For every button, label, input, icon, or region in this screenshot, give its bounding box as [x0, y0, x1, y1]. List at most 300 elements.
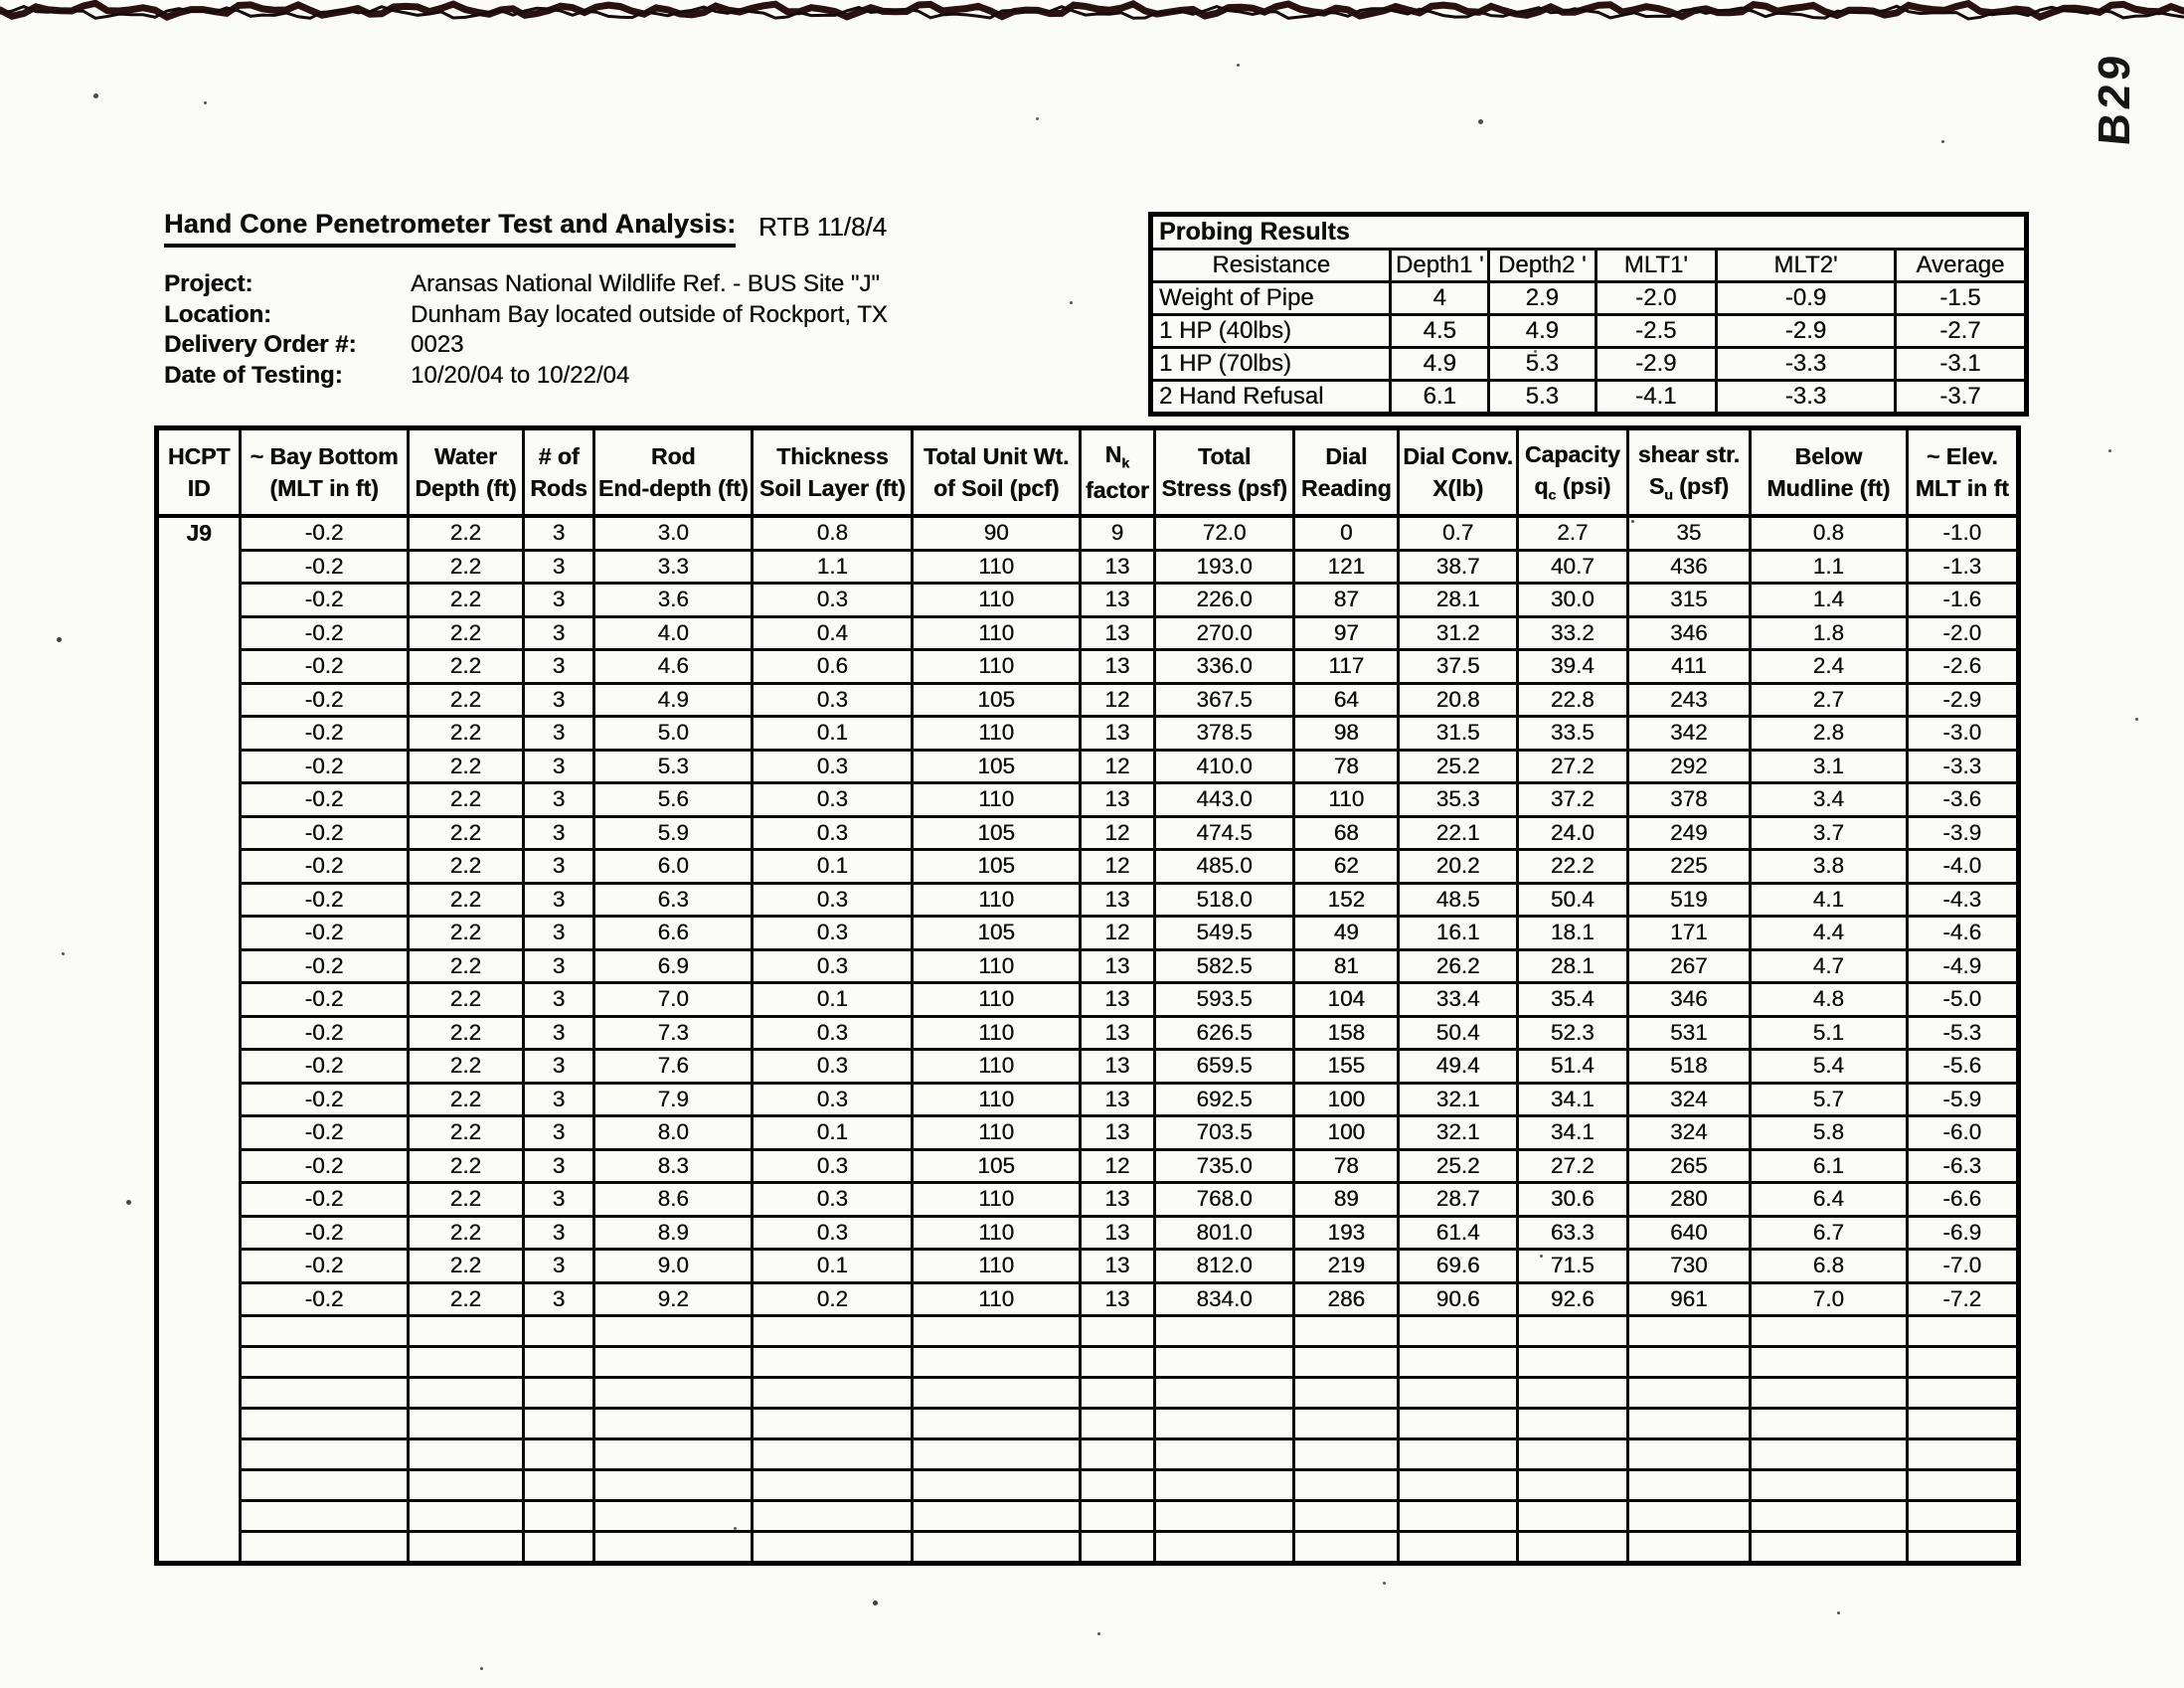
cell: 4.1: [1751, 883, 1907, 917]
document-title: Hand Cone Penetrometer Test and Analysis:: [164, 209, 736, 248]
cell: 3.4: [1751, 783, 1907, 817]
cell: 155: [1294, 1050, 1399, 1084]
cell: 110: [913, 616, 1081, 650]
cell: 110: [913, 1116, 1081, 1150]
cell: 13: [1080, 650, 1154, 684]
empty-cell: [594, 1470, 753, 1501]
cell: 2.2: [408, 1016, 523, 1050]
cell: 801.0: [1154, 1216, 1293, 1250]
cell: 2.7: [1518, 516, 1628, 550]
empty-cell: [1399, 1409, 1518, 1439]
cell: 2.2: [408, 584, 523, 617]
empty-table-row: [157, 1439, 2019, 1470]
probing-value-cell: 4.9: [1391, 348, 1489, 381]
cell: 3: [523, 1050, 593, 1084]
cell: 13: [1080, 949, 1154, 983]
cell: 2.2: [408, 1250, 523, 1283]
empty-cell: [1294, 1439, 1399, 1470]
cell: 9: [1080, 516, 1154, 550]
cell: -2.9: [1907, 683, 2018, 717]
cell: 2.2: [408, 1050, 523, 1084]
table-row: [157, 550, 2019, 584]
cell: 104: [1294, 983, 1399, 1017]
cell: 33.2: [1518, 616, 1628, 650]
cell: 78: [1294, 750, 1399, 783]
empty-cell: [1518, 1378, 1628, 1409]
empty-cell: [523, 1470, 593, 1501]
empty-cell: [1399, 1470, 1518, 1501]
cell: 3.8: [1751, 850, 1907, 884]
cell: 3: [523, 1216, 593, 1250]
cell: 7.0: [594, 983, 753, 1017]
cell: 0.3: [753, 1183, 913, 1217]
cell: 28.1: [1399, 584, 1518, 617]
cell: -0.2: [241, 1016, 409, 1050]
probing-value-cell: -2.9: [1596, 348, 1717, 381]
cell: 37.5: [1399, 650, 1518, 684]
empty-cell: [408, 1409, 523, 1439]
cell: 27.2: [1518, 750, 1628, 783]
info-label: Delivery Order #:: [164, 331, 357, 359]
cell: 7.3: [594, 1016, 753, 1050]
table-row: [157, 683, 2019, 717]
table-row: [157, 1250, 2019, 1283]
cell: 346: [1627, 983, 1751, 1017]
main-column-header: [1399, 428, 1518, 517]
cell: 270.0: [1154, 616, 1293, 650]
cell: 8.9: [594, 1216, 753, 1250]
table-row: [157, 1282, 2019, 1316]
probing-column-header: MLT2': [1717, 250, 1896, 282]
cell: 6.1: [1751, 1149, 1907, 1183]
cell: 22.1: [1399, 816, 1518, 850]
cell: -6.0: [1907, 1116, 2018, 1150]
table-row: [157, 750, 2019, 783]
cell: 0.1: [753, 850, 913, 884]
cell: 0.3: [753, 683, 913, 717]
cell: -0.2: [241, 616, 409, 650]
cell: 8.3: [594, 1149, 753, 1183]
cell: 171: [1627, 917, 1751, 950]
empty-cell: [1399, 1501, 1518, 1532]
empty-cell: [1907, 1409, 2018, 1439]
cell: 110: [913, 1050, 1081, 1084]
empty-cell: [408, 1439, 523, 1470]
empty-cell: [1907, 1532, 2018, 1564]
cell: 4.8: [1751, 983, 1907, 1017]
empty-cell: [1080, 1532, 1154, 1564]
cell: 193.0: [1154, 550, 1293, 584]
empty-cell: [1294, 1347, 1399, 1378]
probing-value-cell: -2.0: [1596, 282, 1717, 315]
cell: -4.6: [1907, 917, 2018, 950]
info-value: 0023: [411, 331, 464, 359]
empty-cell: [1294, 1409, 1399, 1439]
cell: 286: [1294, 1282, 1399, 1316]
cell: 110: [913, 650, 1081, 684]
cell: 13: [1080, 616, 1154, 650]
cell: 485.0: [1154, 850, 1293, 884]
cell: 63.3: [1518, 1216, 1628, 1250]
cell: 2.2: [408, 750, 523, 783]
cell: 243: [1627, 683, 1751, 717]
cell: 0.3: [753, 1016, 913, 1050]
cell: 110: [913, 717, 1081, 751]
cell: 367.5: [1154, 683, 1293, 717]
cell: 20.2: [1399, 850, 1518, 884]
cell: -3.0: [1907, 717, 2018, 751]
cell: 735.0: [1154, 1149, 1293, 1183]
cell: -0.2: [241, 717, 409, 751]
empty-cell: [1154, 1378, 1293, 1409]
header-subscript: u: [1664, 487, 1673, 504]
cell: 3: [523, 750, 593, 783]
cell: -3.3: [1907, 750, 2018, 783]
cell: -0.2: [241, 949, 409, 983]
cell: 225: [1627, 850, 1751, 884]
cell: -4.0: [1907, 850, 2018, 884]
header-line-2: ID: [187, 475, 211, 501]
cell: 13: [1080, 883, 1154, 917]
header-line-1: Dial: [1325, 442, 1368, 469]
cell: 1.4: [1751, 584, 1907, 617]
cell: 69.6: [1399, 1250, 1518, 1283]
empty-cell: [594, 1501, 753, 1532]
probing-value-cell: -2.9: [1717, 315, 1896, 348]
header-line-2: Rods: [530, 475, 588, 501]
probing-value-cell: -2.5: [1596, 315, 1717, 348]
empty-cell: [594, 1316, 753, 1347]
cell: 8.0: [594, 1116, 753, 1150]
empty-cell: [753, 1439, 913, 1470]
cell: 0.3: [753, 1149, 913, 1183]
probing-value-cell: 2.9: [1489, 282, 1596, 315]
cell: 2.7: [1751, 683, 1907, 717]
empty-cell: [1294, 1501, 1399, 1532]
empty-cell: [1154, 1532, 1293, 1564]
empty-cell: [913, 1439, 1081, 1470]
cell: 410.0: [1154, 750, 1293, 783]
header-line-1: # of: [538, 442, 580, 469]
cell: 768.0: [1154, 1183, 1293, 1217]
probing-column-header: MLT1': [1596, 250, 1717, 282]
cell: 26.2: [1399, 949, 1518, 983]
cell: 40.7: [1518, 550, 1628, 584]
empty-cell: [1627, 1316, 1751, 1347]
cell: 110: [913, 1282, 1081, 1316]
info-row: [164, 301, 888, 332]
empty-table-row: [157, 1501, 2019, 1532]
cell: 68: [1294, 816, 1399, 850]
cell: 33.4: [1399, 983, 1518, 1017]
main-table-body: [157, 516, 2019, 1564]
probing-value-cell: 4.5: [1391, 315, 1489, 348]
cell: 2.2: [408, 917, 523, 950]
cell: -0.2: [241, 516, 409, 550]
cell: 2.2: [408, 816, 523, 850]
cell: -0.2: [241, 1216, 409, 1250]
cell: -0.2: [241, 983, 409, 1017]
cell: 25.2: [1399, 1149, 1518, 1183]
table-row: [157, 516, 2019, 550]
empty-cell: [523, 1409, 593, 1439]
cell: 105: [913, 1149, 1081, 1183]
probing-value-cell: 4: [1391, 282, 1489, 315]
cell: 37.2: [1518, 783, 1628, 817]
cell: -1.0: [1907, 516, 2018, 550]
cell: 110: [913, 949, 1081, 983]
cell: 2.2: [408, 1116, 523, 1150]
empty-cell: [1154, 1439, 1293, 1470]
cell: 3: [523, 917, 593, 950]
empty-cell: [1080, 1378, 1154, 1409]
cell: 105: [913, 683, 1081, 717]
cell: -2.6: [1907, 650, 2018, 684]
empty-cell: [913, 1409, 1081, 1439]
empty-cell: [1518, 1409, 1628, 1439]
cell: 0.3: [753, 750, 913, 783]
empty-cell: [913, 1532, 1081, 1564]
cell: 13: [1080, 717, 1154, 751]
cell: -5.3: [1907, 1016, 2018, 1050]
cell: 3: [523, 650, 593, 684]
cell: 219: [1294, 1250, 1399, 1283]
empty-cell: [1518, 1501, 1628, 1532]
empty-cell: [594, 1439, 753, 1470]
cell: 4.0: [594, 616, 753, 650]
empty-cell: [1907, 1470, 2018, 1501]
main-column-header: [1907, 428, 2018, 517]
cell: 24.0: [1518, 816, 1628, 850]
cell: -0.2: [241, 750, 409, 783]
cell: 6.7: [1751, 1216, 1907, 1250]
cell: 346: [1627, 616, 1751, 650]
header-line-1: HCPT: [167, 442, 231, 469]
probing-value-cell: 5.3: [1489, 381, 1596, 415]
cell: 518: [1627, 1050, 1751, 1084]
cell: 89: [1294, 1183, 1399, 1217]
cell: -6.3: [1907, 1149, 2018, 1183]
table-row: [157, 717, 2019, 751]
cell: 38.7: [1399, 550, 1518, 584]
cell: 193: [1294, 1216, 1399, 1250]
probing-value-cell: -2.7: [1895, 315, 2026, 348]
cell: 71.5: [1518, 1250, 1628, 1283]
probing-value-cell: -3.1: [1895, 348, 2026, 381]
cell: 280: [1627, 1183, 1751, 1217]
empty-cell: [1518, 1439, 1628, 1470]
cell: 0.8: [753, 516, 913, 550]
table-row: [157, 883, 2019, 917]
document-ref-number: RTB 11/8/4: [758, 212, 888, 242]
main-column-header: [1518, 428, 1628, 517]
cell: 78: [1294, 1149, 1399, 1183]
cell: 158: [1294, 1016, 1399, 1050]
cell: 117: [1294, 650, 1399, 684]
cell: 34.1: [1518, 1116, 1628, 1150]
cell: 3: [523, 616, 593, 650]
header-line-2: $S_u$ (psf): [1648, 472, 1730, 504]
empty-cell: [594, 1347, 753, 1378]
cell: -5.9: [1907, 1083, 2018, 1116]
handwritten-page-number-text: B29: [2089, 49, 2139, 148]
cell: 2.2: [408, 683, 523, 717]
table-row: [157, 1016, 2019, 1050]
cell: 3: [523, 1183, 593, 1217]
empty-table-row: [157, 1532, 2019, 1564]
cell: -0.2: [241, 1183, 409, 1217]
cell: 3: [523, 584, 593, 617]
header-line-2: Reading: [1300, 475, 1392, 501]
empty-cell: [1080, 1501, 1154, 1532]
header-line-1: Thickness: [776, 442, 889, 469]
header-line-1: Dial Conv.: [1403, 442, 1514, 469]
cell: 2.8: [1751, 717, 1907, 751]
cell: 659.5: [1154, 1050, 1293, 1084]
cell: 336.0: [1154, 650, 1293, 684]
empty-cell: [408, 1532, 523, 1564]
main-table-head: [157, 428, 2019, 517]
empty-cell: [1751, 1378, 1907, 1409]
empty-cell: [241, 1316, 409, 1347]
cell: 265: [1627, 1149, 1751, 1183]
probing-column-header: Depth1 ': [1391, 250, 1489, 282]
cell: 2.2: [408, 616, 523, 650]
probing-value-cell: -3.3: [1717, 348, 1896, 381]
cell: 0.4: [753, 616, 913, 650]
header-subscript: k: [1121, 455, 1130, 472]
empty-cell: [1627, 1347, 1751, 1378]
cell: 6.9: [594, 949, 753, 983]
cell: 0.3: [753, 949, 913, 983]
cell: 2.2: [408, 1149, 523, 1183]
cell: 100: [1294, 1116, 1399, 1150]
cell: 110: [913, 783, 1081, 817]
empty-cell: [1751, 1439, 1907, 1470]
cell: 6.3: [594, 883, 753, 917]
cell: 34.1: [1518, 1083, 1628, 1116]
empty-cell: [1399, 1378, 1518, 1409]
cell: 5.9: [594, 816, 753, 850]
cell: 13: [1080, 584, 1154, 617]
empty-cell: [1154, 1501, 1293, 1532]
cell: -5.0: [1907, 983, 2018, 1017]
cell: 474.5: [1154, 816, 1293, 850]
cell: 5.0: [594, 717, 753, 751]
probing-title-row: [1151, 215, 2027, 250]
cell: -0.2: [241, 1116, 409, 1150]
header-subscript: c: [1548, 487, 1557, 504]
cell: 50.4: [1399, 1016, 1518, 1050]
empty-cell: [1294, 1532, 1399, 1564]
cell: 33.5: [1518, 717, 1628, 751]
empty-table-row: [157, 1347, 2019, 1378]
table-row: [157, 917, 2019, 950]
empty-cell: [753, 1532, 913, 1564]
cell: 9.0: [594, 1250, 753, 1283]
cell: 593.5: [1154, 983, 1293, 1017]
cell: 110: [913, 1250, 1081, 1283]
cell: 2.2: [408, 650, 523, 684]
header-line-2: $q_c$ (psi): [1534, 472, 1611, 504]
header-line-2: factor: [1085, 477, 1149, 504]
cell: -4.3: [1907, 883, 2018, 917]
cell: 22.2: [1518, 850, 1628, 884]
empty-cell: [753, 1470, 913, 1501]
table-row: [157, 584, 2019, 617]
cell: 2.4: [1751, 650, 1907, 684]
empty-cell: [1294, 1470, 1399, 1501]
cell: 4.7: [1751, 949, 1907, 983]
cell: 3: [523, 1016, 593, 1050]
empty-cell: [241, 1378, 409, 1409]
cell: 0: [1294, 516, 1399, 550]
cell: 12: [1080, 1149, 1154, 1183]
cell: 730: [1627, 1250, 1751, 1283]
cell: 97: [1294, 616, 1399, 650]
cell: 342: [1627, 717, 1751, 751]
table-row: [157, 1050, 2019, 1084]
cell: 2.2: [408, 850, 523, 884]
info-row: [164, 331, 888, 362]
empty-cell: [1907, 1316, 2018, 1347]
cell: 31.5: [1399, 717, 1518, 751]
cell: 35.4: [1518, 983, 1628, 1017]
cell: 35: [1627, 516, 1751, 550]
cell: 6.6: [594, 917, 753, 950]
main-column-header: [157, 428, 241, 517]
probing-column-header: Resistance: [1151, 250, 1391, 282]
header-line-2: of Soil (pcf): [932, 475, 1060, 501]
cell: 5.7: [1751, 1083, 1907, 1116]
empty-cell: [1907, 1378, 2018, 1409]
cell: 12: [1080, 850, 1154, 884]
cell: 0.8: [1751, 516, 1907, 550]
cell: 378.5: [1154, 717, 1293, 751]
cell: 16.1: [1399, 917, 1518, 950]
cell: 6.8: [1751, 1250, 1907, 1283]
cell: -2.0: [1907, 616, 2018, 650]
header-line-2: Stress (psf): [1161, 475, 1287, 501]
empty-cell: [523, 1501, 593, 1532]
info-value: 10/20/04 to 10/22/04: [411, 361, 630, 389]
cell: -0.2: [241, 1282, 409, 1316]
empty-cell: [594, 1378, 753, 1409]
empty-table-row: [157, 1470, 2019, 1501]
cell: 531: [1627, 1016, 1751, 1050]
header-line-2: Soil Layer (ft): [758, 475, 906, 501]
empty-cell: [1154, 1347, 1293, 1378]
cell: 64: [1294, 683, 1399, 717]
main-column-header: [753, 428, 913, 517]
cell: 110: [913, 1216, 1081, 1250]
header-line-1: ~ Elev.: [1926, 442, 1998, 469]
cell: -6.6: [1907, 1183, 2018, 1217]
cell: 22.8: [1518, 683, 1628, 717]
cell: -0.2: [241, 1250, 409, 1283]
cell: 3: [523, 983, 593, 1017]
cell: 443.0: [1154, 783, 1293, 817]
cell: 324: [1627, 1116, 1751, 1150]
empty-cell: [523, 1439, 593, 1470]
hcpt-id-cell: J9: [157, 516, 241, 1564]
cell: 0.6: [753, 650, 913, 684]
cell: 110: [913, 584, 1081, 617]
cell: -0.2: [241, 584, 409, 617]
cell: 92.6: [1518, 1282, 1628, 1316]
cell: 5.6: [594, 783, 753, 817]
empty-cell: [594, 1409, 753, 1439]
